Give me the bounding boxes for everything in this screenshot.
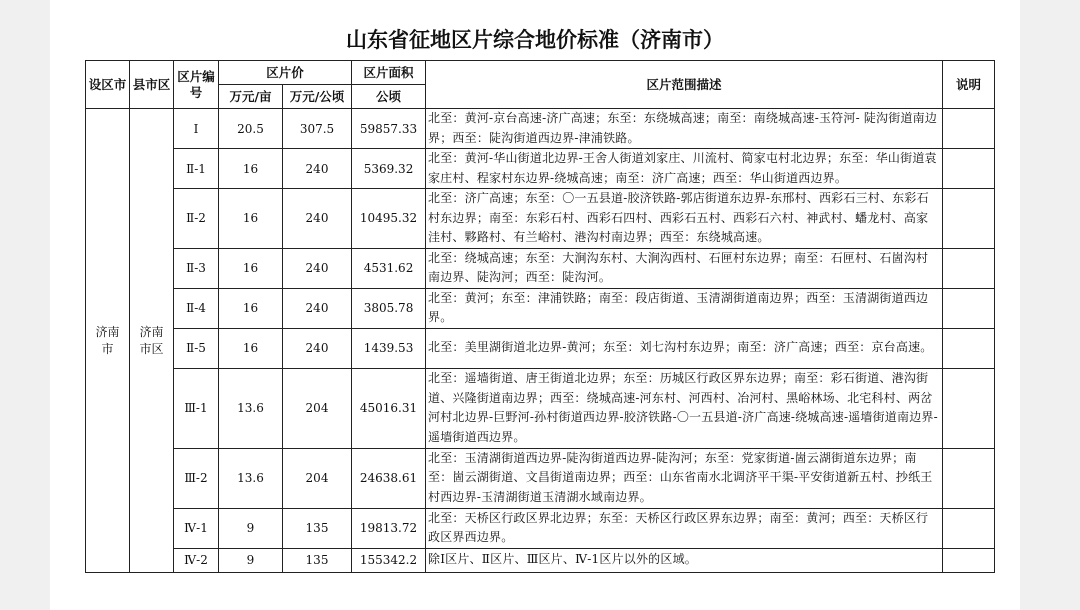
note-cell — [943, 328, 995, 368]
desc-cell: 北至：黄河；东至：津浦铁路；南至：段店街道、玉清湖街道南边界；西至：玉清湖街道西边界。 — [426, 288, 943, 328]
desc-cell: 北至：遥墙街道、唐王街道北边界；东至：历城区行政区界东边界；南至：彩石街道、港沟街道、兴隆街道南边界；西至：绕城高速-河东村、河西村、冶河村、黑峪林场、北宅科村、两岔河村北边界-巨野河-孙村街道西边界-胶济铁路-〇一五县道-济广高速-绕城高速-遥墙街道南边界-遥墙街道西边界。 — [426, 368, 943, 448]
area-cell: 59857.33 — [352, 109, 426, 149]
area-cell: 4531.62 — [352, 248, 426, 288]
price-mu-cell: 16 — [219, 328, 283, 368]
desc-cell: 除Ⅰ区片、Ⅱ区片、Ⅲ区片、Ⅳ-1区片以外的区域。 — [426, 548, 943, 572]
desc-cell: 北至：黄河-华山街道北边界-王舍人街道刘家庄、川流村、简家屯村北边界；东至：华山街道袁家庄村、程家村东边界-绕城高速；南至：济广高速；西至：华山街道西边界。 — [426, 149, 943, 189]
price-mu-cell: 16 — [219, 248, 283, 288]
zone-cell: Ⅱ-1 — [174, 149, 219, 189]
price-mu-cell: 20.5 — [219, 109, 283, 149]
table-row — [86, 508, 995, 548]
price-ha-cell: 240 — [283, 189, 352, 249]
price-mu-cell: 13.6 — [219, 368, 283, 448]
price-mu-cell: 16 — [219, 288, 283, 328]
price-ha-cell: 204 — [283, 368, 352, 448]
area-cell: 24638.61 — [352, 448, 426, 508]
price-ha-cell: 204 — [283, 448, 352, 508]
header-price: 区片价 — [219, 61, 352, 85]
desc-cell: 北至：济广高速；东至：〇一五县道-胶济铁路-郭店街道东边界-东邢村、西彩石三村、东彩石村东边界；南至：东彩石村、西彩石四村、西彩石五村、西彩石六村、神武村、蟠龙村、高家洼村、夥路村、有兰峪村、港沟村南边界；西至：东绕城高速。 — [426, 189, 943, 249]
note-cell — [943, 248, 995, 288]
note-cell — [943, 508, 995, 548]
table-row — [86, 149, 995, 189]
table-row — [86, 448, 995, 508]
price-mu-cell: 9 — [219, 548, 283, 572]
table-row — [86, 248, 995, 288]
desc-cell: 北至：天桥区行政区界北边界；东至：天桥区行政区界东边界；南至：黄河；西至：天桥区行政区界西边界。 — [426, 508, 943, 548]
zone-cell: Ⅳ-2 — [174, 548, 219, 572]
note-cell — [943, 109, 995, 149]
price-mu-cell: 9 — [219, 508, 283, 548]
area-cell: 19813.72 — [352, 508, 426, 548]
header-price-mu: 万元/亩 — [219, 85, 283, 109]
header-price-ha: 万元/公顷 — [283, 85, 352, 109]
table-row — [86, 189, 995, 249]
header-area-unit: 公顷 — [352, 85, 426, 109]
header-row-1 — [86, 61, 995, 85]
price-ha-cell: 135 — [283, 508, 352, 548]
zone-cell: Ⅳ-1 — [174, 508, 219, 548]
area-cell: 155342.2 — [352, 548, 426, 572]
header-desc: 区片范围描述 — [426, 61, 943, 109]
note-cell — [943, 368, 995, 448]
note-cell — [943, 448, 995, 508]
document-page — [50, 0, 1020, 610]
price-ha-cell: 240 — [283, 248, 352, 288]
price-ha-cell: 240 — [283, 149, 352, 189]
desc-cell: 北至：黄河-京台高速-济广高速；东至：东绕城高速；南至：南绕城高速-玉符河- 陡沟街道南边界；西至：陡沟街道西边界-津浦铁路。 — [426, 109, 943, 149]
table-row — [86, 368, 995, 448]
price-ha-cell: 240 — [283, 328, 352, 368]
area-cell: 45016.31 — [352, 368, 426, 448]
price-mu-cell: 16 — [219, 189, 283, 249]
note-cell — [943, 189, 995, 249]
header-note: 说明 — [943, 61, 995, 109]
note-cell — [943, 548, 995, 572]
area-cell: 1439.53 — [352, 328, 426, 368]
table-row — [86, 328, 995, 368]
area-cell: 3805.78 — [352, 288, 426, 328]
table-row — [86, 288, 995, 328]
zone-cell: Ⅲ-1 — [174, 368, 219, 448]
desc-cell: 北至：绕城高速；东至：大涧沟东村、大涧沟西村、石匣村东边界；南至：石匣村、石崮沟村南边界、陡沟河；西至：陡沟河。 — [426, 248, 943, 288]
desc-cell: 北至：玉清湖街道西边界-陡沟街道西边界-陡沟河；东至：党家街道-崮云湖街道东边界；南至：崮云湖街道、文昌街道南边界；西至：山东省南水北调济平干渠-平安街道新五村、抄纸王村西边界-玉清湖街道玉清湖水域南边界。 — [426, 448, 943, 508]
area-cell: 10495.32 — [352, 189, 426, 249]
zone-cell: Ⅱ-4 — [174, 288, 219, 328]
zone-cell: Ⅱ-2 — [174, 189, 219, 249]
zone-cell: Ⅱ-3 — [174, 248, 219, 288]
desc-cell: 北至：美里湖街道北边界-黄河；东至：刘七沟村东边界；南至：济广高速；西至：京台高速。 — [426, 328, 943, 368]
zone-cell: Ⅱ-5 — [174, 328, 219, 368]
zone-cell: Ⅰ — [174, 109, 219, 149]
note-cell — [943, 288, 995, 328]
city-cell: 济南市 — [86, 109, 130, 573]
land-price-table — [85, 60, 995, 573]
price-mu-cell: 16 — [219, 149, 283, 189]
price-mu-cell: 13.6 — [219, 448, 283, 508]
area-cell: 5369.32 — [352, 149, 426, 189]
price-ha-cell: 240 — [283, 288, 352, 328]
document-title: 山东省征地区片综合地价标准（济南市） — [346, 28, 724, 52]
price-ha-cell: 307.5 — [283, 109, 352, 149]
table-row — [86, 548, 995, 572]
header-county: 县市区 — [130, 61, 174, 109]
county-cell: 济南市区 — [130, 109, 174, 573]
note-cell — [943, 149, 995, 189]
table-row — [86, 109, 995, 149]
zone-cell: Ⅲ-2 — [174, 448, 219, 508]
header-city: 设区市 — [86, 61, 130, 109]
header-area: 区片面积 — [352, 61, 426, 85]
header-zone-no: 区片编号 — [174, 61, 219, 109]
price-ha-cell: 135 — [283, 548, 352, 572]
